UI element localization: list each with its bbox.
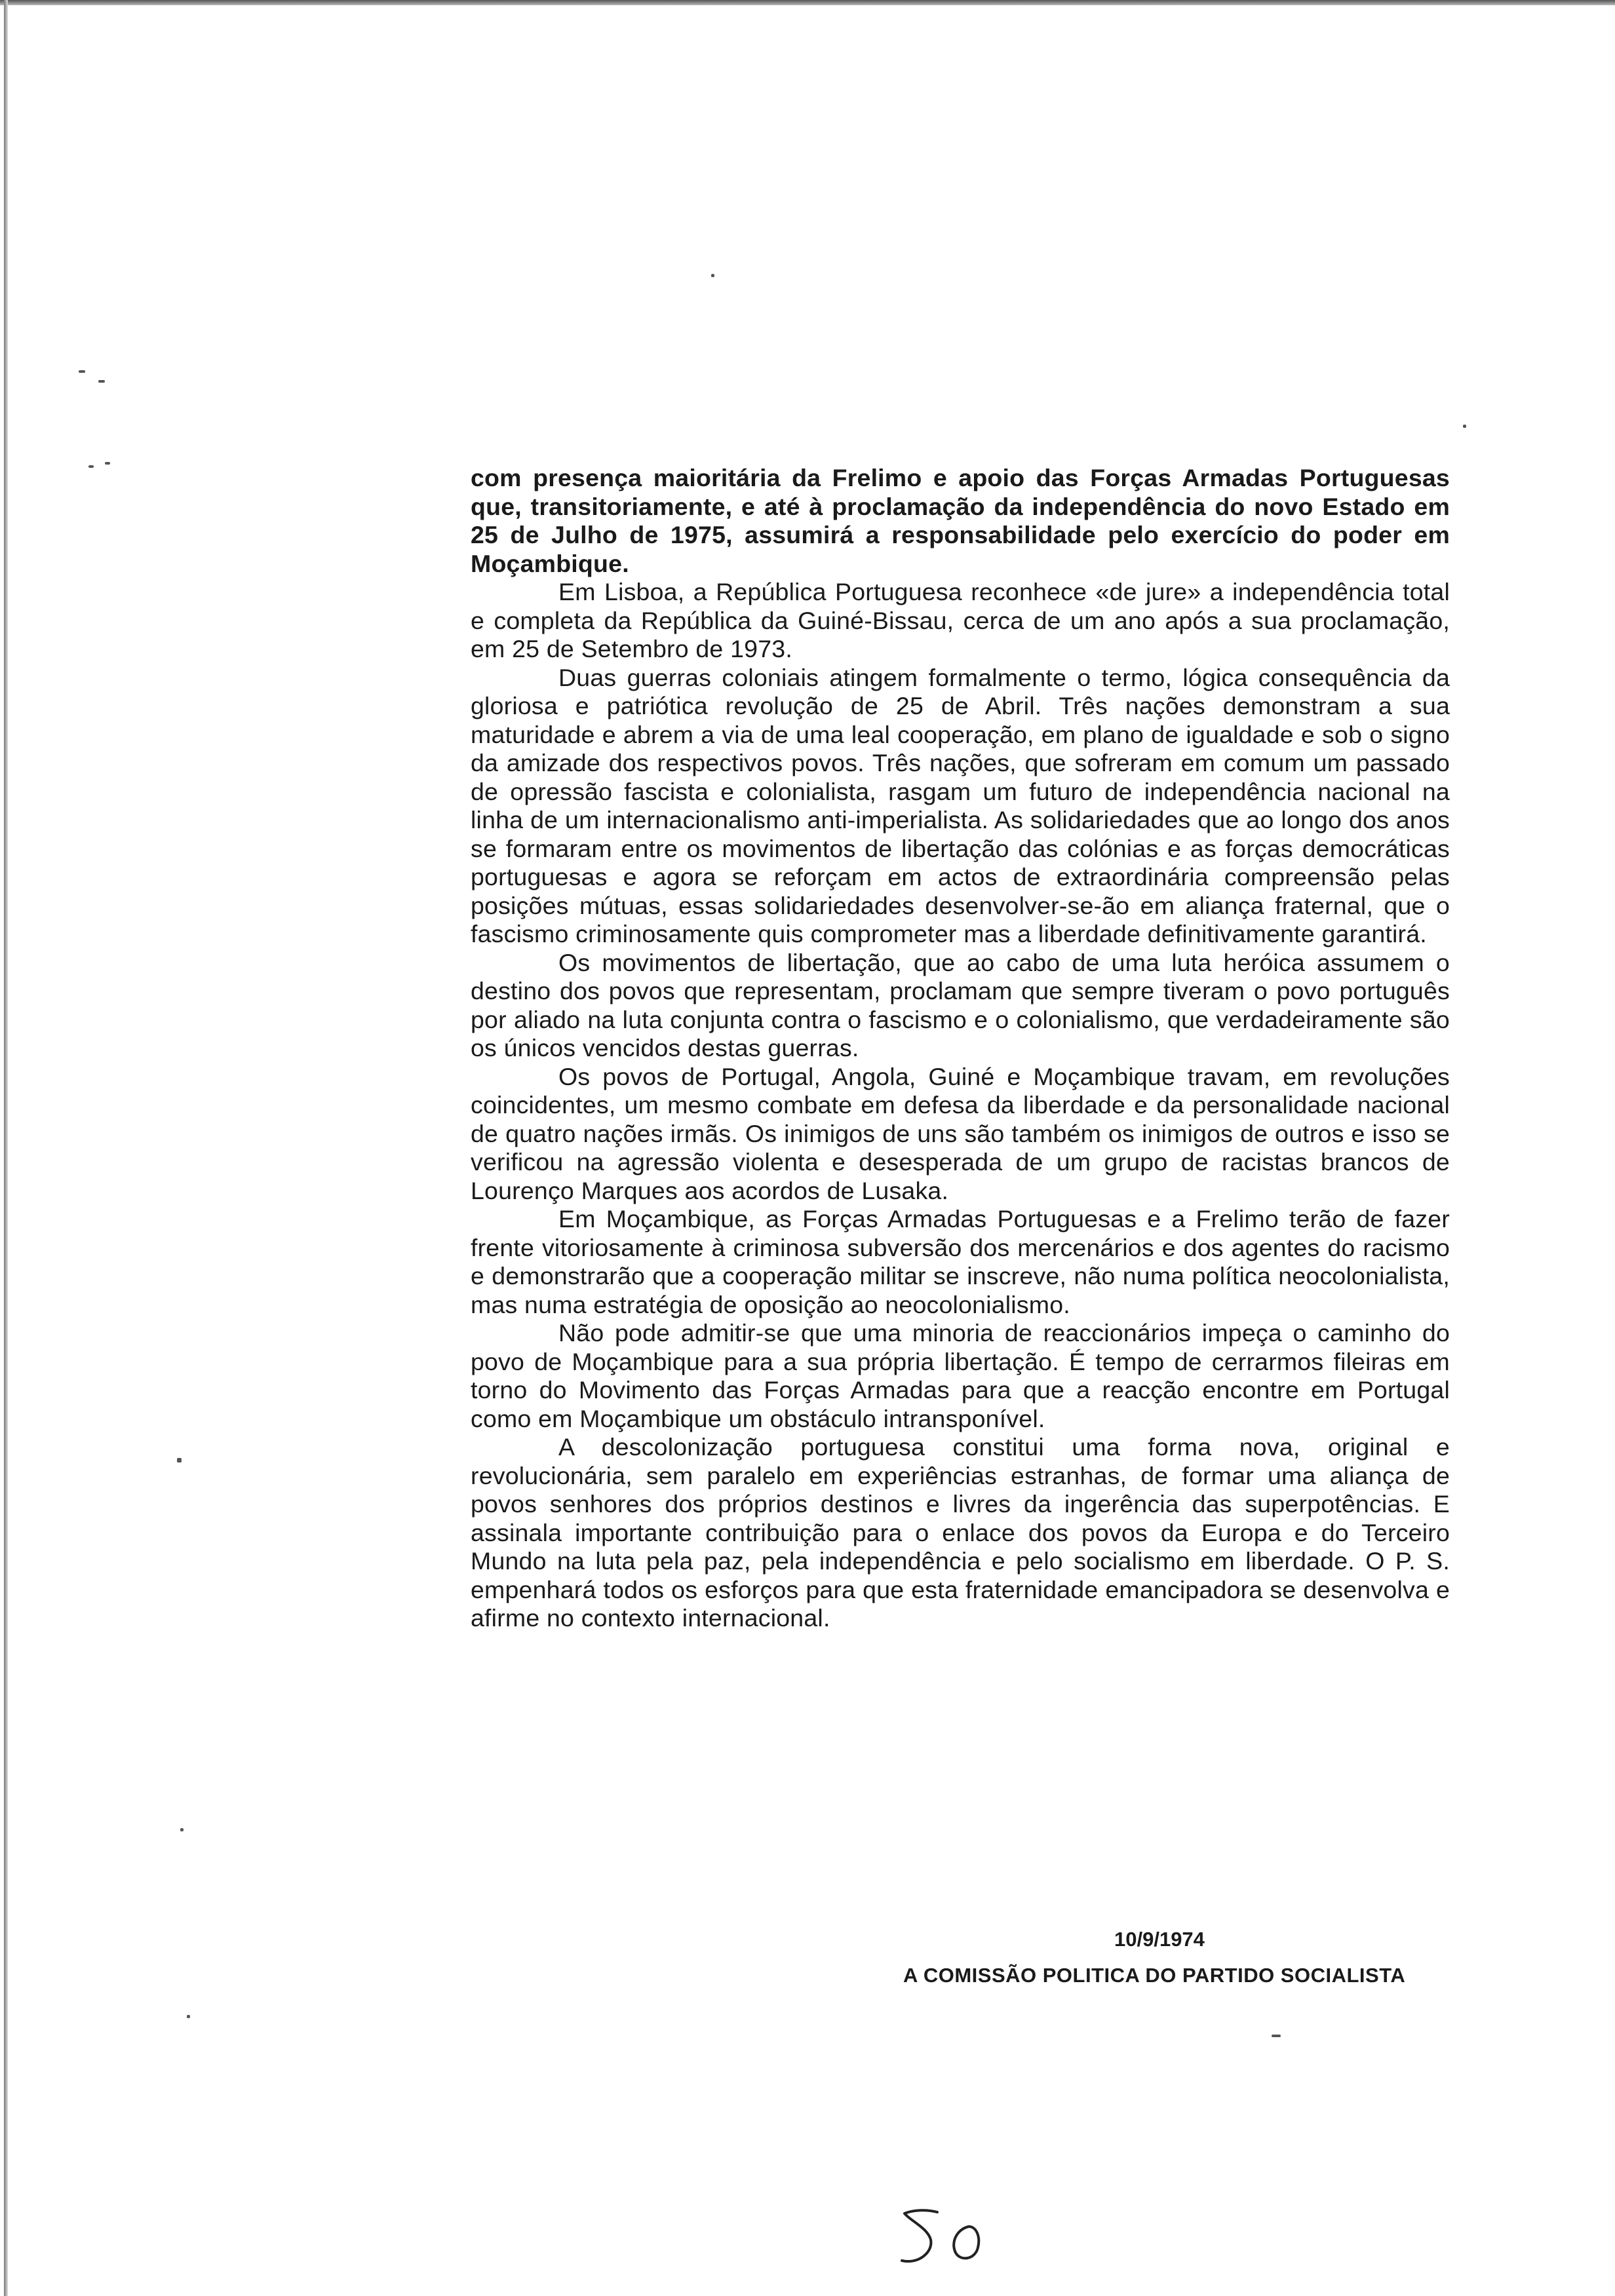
handwritten-page-number: [878, 2202, 1009, 2274]
paragraph-5: Os povos de Portugal, Angola, Guiné e Moçambique travam, em revoluções coincidentes, um mesmo combate em defesa da liberdade e da personalidade nacional de quatro nações irmãs. Os inimigos de uns são também os inimigos de outros e isso se verificou na agressão violenta e desesperada de um grupo de racistas brancos de Lourenço Marques aos acordos de Lusaka.: [471, 1062, 1450, 1204]
paragraph-6: Em Moçambique, as Forças Armadas Portuguesas e a Frelimo terão de fazer frente vitoriosamente à criminosa subversão dos mercenários e dos agentes do racismo e demonstrarão que a cooperação militar se inscreve, não numa política neocolonialista, mas numa estratégia de oposição ao neocolonialismo.: [471, 1205, 1450, 1318]
scan-speck: [105, 462, 110, 465]
paragraph-3: Duas guerras coloniais atingem formalmente o termo, lógica consequência da gloriosa e patriótica revolução de 25 de Abril. Três nações demonstram a sua maturidade e abrem a via de uma leal cooperação, em plano de igualdade e sob o signo da amizade dos respectivos povos. Três nações, que sofreram em comum um passado de opressão fascista e colonialista, rasgam um futuro de independência nacional na linha de um internacionalismo anti-imperialista. As solidariedades que ao longo dos anos se formaram entre os movimentos de libertação das colónias e as forças democráticas portuguesas e agora se reforçam em actos de extraordinária compreensão pelas posições mútuas, essas solidariedades desenvolver-se-ão em aliança fraternal, que o fascismo criminosamente quis comprometer mas a liberdade definitivamente garantirá.: [471, 663, 1450, 947]
paragraph-2: Em Lisboa, a República Portuguesa reconhece «de jure» a independência total e completa da República da Guiné-Bissau, cerca de um ano após a sua proclamação, em 25 de Setembro de 1973.: [471, 578, 1450, 662]
scan-speck: [180, 1828, 184, 1831]
scan-speck: [1463, 425, 1466, 428]
document-signature: A COMISSÃO POLITICA DO PARTIDO SOCIALISTA: [903, 1964, 1406, 1987]
scan-speck: [1272, 2035, 1281, 2037]
paragraph-7: Não pode admitir-se que uma minoria de reaccionários impeça o caminho do povo de Moçambique para a sua própria libertação. É tempo de cerrarmos fileiras em torno do Movimento das Forças Armadas para que a reacção encontre em Portugal como em Moçambique um obstáculo intransponível.: [471, 1319, 1450, 1432]
scan-speck: [98, 380, 105, 383]
document-body: [471, 464, 1450, 1633]
scan-border-top: [0, 0, 1615, 5]
paragraph-8: A descolonização portuguesa constitui uma forma nova, original e revolucionária, sem paralelo em experiências estranhas, de formar uma aliança de povos senhores dos próprios destinos e livres da ingerência das superpotências. E assinala importante contribuição para o enlace dos povos da Europa e do Terceiro Mundo na luta pela paz, pela independência e pelo socialismo em liberdade. O P. S. empenhará todos os esforços para que esta fraternidade emancipadora se desenvolva e afirme no contexto internacional.: [471, 1433, 1450, 1632]
scan-speck: [79, 370, 85, 373]
paragraph-1: com presença maioritária da Frelimo e apoio das Forças Armadas Portuguesas que, transitoriamente, e até à proclamação da independência do novo Estado em 25 de Julho de 1975, assumirá a responsabilidade pelo exercício do poder em Moçambique.: [471, 464, 1450, 577]
scan-speck: [711, 274, 714, 277]
document-date: 10/9/1974: [1114, 1928, 1205, 1951]
scan-speck: [177, 1458, 182, 1463]
scan-speck: [88, 465, 94, 468]
scan-speck: [187, 2015, 190, 2018]
scan-border-left: [4, 0, 8, 2296]
paragraph-4: Os movimentos de libertação, que ao cabo de uma luta heróica assumem o destino dos povos que representam, proclamam que sempre tiveram o povo português por aliado na luta conjunta contra o fascismo e o colonialismo, que verdadeiramente são os únicos vencidos destas guerras.: [471, 948, 1450, 1062]
